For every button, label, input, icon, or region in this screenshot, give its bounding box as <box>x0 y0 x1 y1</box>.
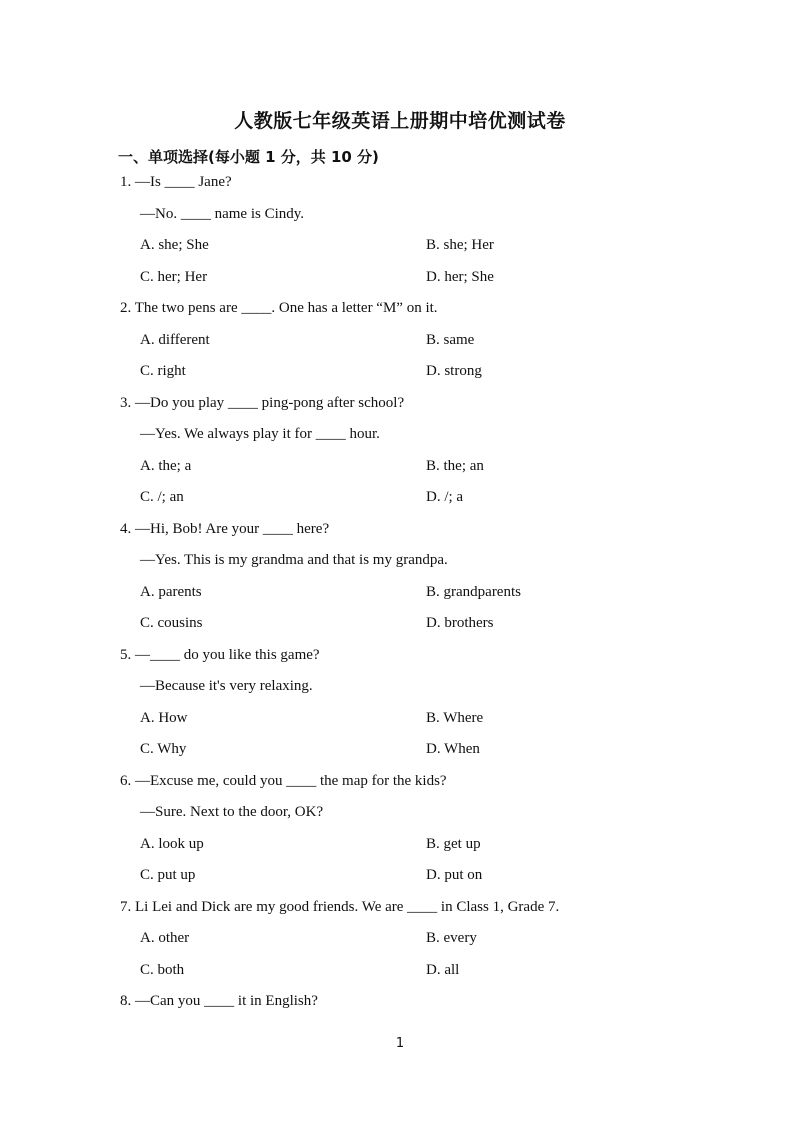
options-row <box>120 860 720 892</box>
options-row <box>120 451 720 483</box>
question-2 <box>120 293 720 388</box>
option-a: A. parents <box>140 583 202 600</box>
option-c: C. put up <box>140 867 196 883</box>
option-a: A. the; a <box>140 457 192 474</box>
question-1 <box>120 167 720 293</box>
question-response: —Because it's very relaxing. <box>140 678 313 694</box>
question-stem: 3. —Do you play ____ ping-pong after school? <box>120 394 405 411</box>
question-response: —No. ____ name is Cindy. <box>140 205 305 222</box>
options-row <box>120 482 720 514</box>
question-stem: 7. Li Lei and Dick are my good friends. We are ____ in Class 1, Grade 7. <box>120 898 560 915</box>
options-row <box>120 577 720 609</box>
question-stem: 2. The two pens are ____. One has a letter “M” on it. <box>120 300 438 316</box>
options-row <box>120 955 720 987</box>
option-d: D. brothers <box>426 615 494 631</box>
option-c: C. cousins <box>140 615 203 631</box>
option-b: B. Where <box>426 709 484 726</box>
option-b: B. grandparents <box>426 583 521 600</box>
option-c: C. /; an <box>140 489 184 505</box>
page-title: 人教版七年级英语上册期中培优测试卷 <box>234 110 566 132</box>
option-c: C. both <box>140 961 185 978</box>
options-row <box>120 230 720 262</box>
option-d: D. strong <box>426 363 482 379</box>
option-d: D. /; a <box>426 489 464 505</box>
question-response: —Yes. We always play it for ____ hour. <box>140 426 380 442</box>
question-7 <box>120 892 720 987</box>
option-a: A. look up <box>140 835 204 852</box>
question-response: —Sure. Next to the door, OK? <box>140 804 324 820</box>
question-5 <box>120 640 720 766</box>
option-d: D. all <box>426 961 460 978</box>
question-stem: 1. —Is ____ Jane? <box>120 174 232 190</box>
option-d: D. her; She <box>426 268 494 285</box>
question-stem: 5. —____ do you like this game? <box>120 646 320 663</box>
options-row <box>120 356 720 388</box>
options-row <box>120 703 720 735</box>
question-list <box>120 167 720 1018</box>
question-4 <box>120 514 720 640</box>
question-response: —Yes. This is my grandma and that is my grandpa. <box>140 552 448 568</box>
question-stem: 4. —Hi, Bob! Are your ____ here? <box>120 520 330 537</box>
question-3 <box>120 388 720 514</box>
page-number: 1 <box>395 1036 405 1051</box>
option-b: B. the; an <box>426 457 484 474</box>
option-d: D. When <box>426 741 480 757</box>
option-a: A. different <box>140 331 210 348</box>
option-a: A. other <box>140 930 190 946</box>
option-b: B. she; Her <box>426 237 494 253</box>
options-row <box>120 325 720 357</box>
option-c: C. right <box>140 363 186 379</box>
question-stem: 8. —Can you ____ it in English? <box>120 993 318 1009</box>
options-row <box>120 262 720 294</box>
option-a: A. How <box>140 709 188 726</box>
options-row <box>120 829 720 861</box>
option-a: A. she; She <box>140 237 209 253</box>
question-6 <box>120 766 720 892</box>
section-heading: 一、单项选择(每小题 1 分，共 10 分) <box>118 148 379 166</box>
options-row <box>120 923 720 955</box>
option-b: B. get up <box>426 835 481 852</box>
question-8 <box>120 986 720 1018</box>
options-row <box>120 608 720 640</box>
option-c: C. her; Her <box>140 268 208 285</box>
option-b: B. same <box>426 331 475 348</box>
option-c: C. Why <box>140 741 187 757</box>
option-d: D. put on <box>426 867 483 883</box>
options-row <box>120 734 720 766</box>
question-stem: 6. —Excuse me, could you ____ the map for the kids? <box>120 772 447 789</box>
option-b: B. every <box>426 930 477 946</box>
